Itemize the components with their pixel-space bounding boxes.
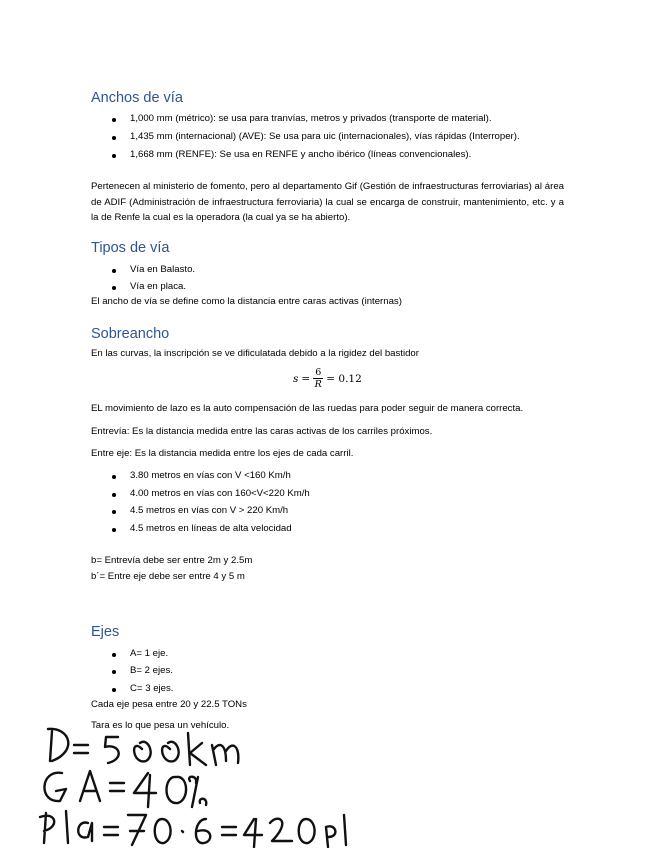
list-item: B= 2 ejes. (130, 665, 173, 676)
heading-anchos-de-via: Anchos de vía (91, 90, 183, 106)
handwriting-line-3: Pla= 70 · 6 = 420 pla (30, 811, 73, 816)
sobreancho-formula (293, 367, 362, 390)
list-item: 1,668 mm (RENFE): Se usa en RENFE y ancho ibérico (líneas convencionales). (130, 149, 472, 160)
handwriting-line-2: GA=40% (30, 771, 49, 776)
paragraph-tara: Tara es lo que pesa un vehículo. (91, 720, 230, 731)
handwriting-line-3-strokes (40, 811, 346, 847)
formula-numerator: 6 (315, 367, 322, 378)
list-item: A= 1 eje. (130, 648, 169, 659)
heading-sobreancho: Sobreancho (91, 326, 170, 342)
paragraph-entrevia: Entrevía: Es la distancia medida entre las caras activas de los carriles próximos. (91, 426, 433, 437)
paragraph-entre-eje: Entre eje: Es la distancia medida entre los ejes de cada carril. (91, 448, 354, 459)
handwriting-line-1-strokes (48, 729, 238, 765)
formula-denominator: R (314, 379, 322, 390)
paragraph-lazo: EL movimiento de lazo es la auto compensación de las ruedas para poder seguir de manera correcta. (91, 403, 524, 414)
handwritten-notes (30, 715, 350, 848)
paragraph-curvas: En las curvas, la inscripción se ve dificulatada debido a la rigidez del bastidor (91, 348, 419, 359)
heading-ejes: Ejes (91, 624, 120, 640)
list-item: 3.80 metros en vías con V <160 Km/h (130, 470, 291, 481)
list-item: 4.5 metros en vías con V > 220 Km/h (130, 505, 289, 516)
formula-result: = 0.12 (326, 372, 362, 385)
handwriting-line-2-strokes (44, 771, 206, 807)
paragraph-peso-eje: Cada eje pesa entre 20 y 22.5 TONs (91, 699, 247, 710)
formula-equals: = (301, 372, 311, 385)
paragraph-ministerio: Pertenecen al ministerio de fomento, pero al departamento Gif (Gestión de infraestructuras ferroviarias) al área de ADIF (Administración de infraestructura ferroviaria) la cual se encarga de construir, mantenimiento, etc. y a la de Renfe la cual es la operadora (la cual ya se ha abierto). (91, 181, 564, 223)
paragraph-b-prima: b´= Entre eje debe ser entre 4 y 5 m (91, 571, 245, 582)
list-item: 4.00 metros en vías con 160<V<220 Km/h (130, 488, 310, 499)
formula-fraction (313, 367, 323, 390)
list-item: 1,000 mm (métrico): se usa para tranvías, metros y privados (transporte de material). (130, 113, 492, 124)
list-item: 1,435 mm (internacional) (AVE): Se usa para uic (internacionales), vías rápidas (Interroper). (130, 131, 520, 142)
heading-tipos-de-via: Tipos de vía (91, 240, 170, 256)
formula-lhs: s (293, 372, 299, 385)
paragraph-ancho-definicion: El ancho de vía se define como la distancia entre caras activas (internas) (91, 296, 402, 307)
list-item: Vía en Balasto. (130, 264, 196, 275)
list-item: C= 3 ejes. (130, 683, 174, 694)
paragraph-b: b= Entrevía debe ser entre 2m y 2.5m (91, 555, 253, 566)
list-item: 4.5 metros en líneas de alta velocidad (130, 523, 292, 534)
list-item: Vía en placa. (130, 281, 187, 292)
handwriting-line-1: D= 500 Km (30, 721, 54, 726)
